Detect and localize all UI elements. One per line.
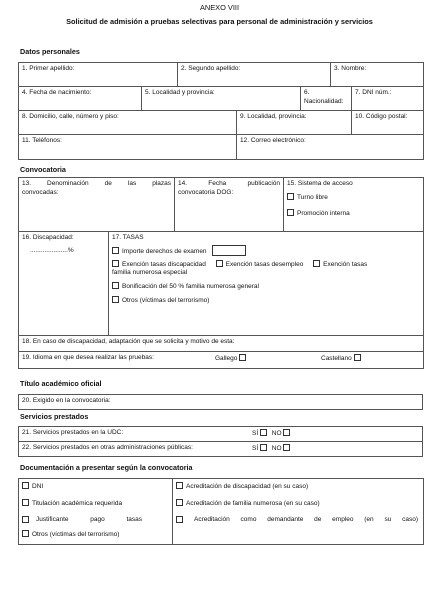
exencion-desempleo-label: Exención tasas desempleo — [225, 260, 304, 268]
idioma-label: 19. Idioma en que desea realizar las pruebas: — [22, 354, 154, 361]
dni-doc-label: DNI — [32, 483, 44, 490]
acred-discapacidad-label: Acreditación de discapacidad (en su caso) — [186, 483, 309, 490]
otras-no-label: NO — [271, 445, 282, 452]
heading-datos-personales: Datos personales — [20, 47, 80, 56]
documentacion-table — [18, 478, 424, 545]
fecha-publicacion-field[interactable] — [175, 178, 284, 232]
codigo-postal-field[interactable]: 10. Código postal: — [352, 111, 424, 135]
otras-no-checkbox[interactable] — [283, 444, 290, 451]
servicios-otras-row — [19, 442, 423, 457]
servicios-otras-label: 22. Servicios prestados en otras administraciones públicas: — [22, 444, 193, 451]
heading-titulo: Título académico oficial — [20, 379, 102, 388]
importe-amount-input[interactable] — [212, 245, 246, 256]
exencion-discapacidad-label: Exención tasas discapacidad — [122, 260, 206, 268]
dni-field[interactable]: 7. DNI núm.: — [352, 87, 424, 111]
otros-doc-label: Otros (víctimas del terrorismo) — [32, 531, 120, 539]
udc-no-checkbox[interactable] — [283, 429, 290, 436]
udc-si-label: SÍ — [252, 430, 259, 437]
titulo-exigido-field[interactable]: 20. Exigido en la convocatoria: — [19, 395, 423, 410]
fecha-publicacion-label: 14. Fecha publicación — [178, 180, 281, 187]
form-title: Solicitud de admisión a pruebas selectivas para personal de administración y servicios — [66, 17, 373, 26]
tasas-cell — [109, 232, 424, 336]
sistema-acceso-label: 15. Sistema de acceso — [287, 180, 353, 187]
titulo-table — [18, 394, 423, 410]
fecha-nacimiento-field[interactable]: 4. Fecha de nacimiento: — [19, 87, 142, 111]
domicilio-field[interactable]: 8. Domicilio, calle, número y piso: — [19, 111, 237, 135]
otros-victimas-checkbox[interactable] — [112, 296, 119, 303]
turno-libre-label: Turno libre — [297, 193, 328, 201]
documentacion-right-cell — [173, 479, 424, 545]
heading-documentacion: Documentación a presentar según la convocatoria — [20, 463, 193, 472]
segundo-apellido-field[interactable]: 2. Segundo apellido: — [178, 63, 331, 87]
dni-checkbox[interactable] — [22, 482, 29, 489]
otros-doc-checkbox[interactable] — [22, 530, 29, 537]
exencion-discapacidad-checkbox[interactable] — [112, 260, 119, 267]
bonificacion-checkbox[interactable] — [112, 282, 119, 289]
titulacion-checkbox[interactable] — [22, 499, 29, 506]
convocatoria-table — [18, 177, 424, 369]
exencion-familia-checkbox[interactable] — [313, 260, 320, 267]
discapacidad-percent: .....................% — [30, 246, 74, 254]
gallego-label: Gallego — [215, 355, 238, 362]
justificante-checkbox[interactable] — [22, 516, 29, 523]
datos-personales-table — [18, 62, 424, 160]
titulacion-label: Titulación académica requerida — [32, 499, 123, 507]
importe-checkbox[interactable] — [112, 247, 119, 254]
acred-discapacidad-checkbox[interactable] — [176, 482, 183, 489]
otras-si-checkbox[interactable] — [260, 444, 267, 451]
castellano-checkbox[interactable] — [354, 354, 361, 361]
annex-label: ANEXO VIII — [199, 3, 240, 12]
gallego-checkbox[interactable] — [239, 354, 246, 361]
nombre-field[interactable]: 3. Nombre: — [331, 63, 424, 87]
familia-numerosa-label: familia numerosa especial — [112, 269, 188, 277]
acred-demandante-checkbox[interactable] — [176, 516, 183, 523]
nacionalidad-field[interactable]: 6. Nacionalidad: — [301, 87, 352, 111]
plazas-label: 13. Denominación de las plazas — [22, 180, 172, 187]
primer-apellido-field[interactable]: 1. Primer apellido: — [19, 63, 178, 87]
promocion-interna-checkbox[interactable] — [287, 209, 294, 216]
idioma-cell — [19, 352, 424, 369]
servicios-udc-label: 21. Servicios prestados en la UDC: — [22, 429, 124, 436]
promocion-interna-label: Promoción interna — [297, 209, 350, 217]
adaptacion-field[interactable]: 18. En caso de discapacidad, adaptación que se solicita y motivo de esta: — [19, 336, 424, 352]
acred-demandante-label: Acreditación como demandante de empleo (en su caso) — [194, 515, 418, 523]
exencion-familia-label: Exención tasas — [323, 260, 368, 268]
telefonos-field[interactable]: 11. Teléfonos: — [19, 135, 237, 160]
localidad-provincia-field[interactable]: 5. Localidad y provincia: — [142, 87, 301, 111]
heading-servicios: Servicios prestados — [20, 412, 89, 421]
sistema-acceso-cell — [284, 178, 424, 232]
acred-familia-checkbox[interactable] — [176, 499, 183, 506]
otros-victimas-label: Otros (víctimas del terrorismo) — [122, 296, 210, 304]
acred-familia-label: Acreditación de familia numerosa (en su caso) — [186, 499, 320, 507]
otras-si-label: SÍ — [252, 445, 259, 452]
justificante-label: Justificante pago tasas — [36, 515, 142, 523]
servicios-table — [18, 426, 423, 457]
heading-convocatoria: Convocatoria — [20, 165, 66, 174]
castellano-label: Castellano — [321, 355, 352, 362]
discapacidad-label: 16. Discapacidad: — [22, 234, 74, 241]
localidad-9-field[interactable]: 9. Localidad, provincia: — [237, 111, 352, 135]
correo-field[interactable]: 12. Correo electrónico: — [237, 135, 424, 160]
plazas-field[interactable] — [19, 178, 175, 232]
documentacion-left-cell — [19, 479, 173, 545]
turno-libre-checkbox[interactable] — [287, 193, 294, 200]
plazas-label-2: convocadas: — [22, 188, 59, 196]
bonificacion-label: Bonificación del 50 % familia numerosa general — [122, 283, 259, 291]
servicios-udc-row — [19, 427, 423, 442]
udc-no-label: NO — [271, 430, 282, 437]
importe-label: Importe derechos de examen — [122, 247, 207, 255]
tasas-label: 17. TASAS — [112, 234, 144, 241]
fecha-publicacion-label-2: convocatoria DOG: — [178, 188, 234, 196]
udc-si-checkbox[interactable] — [260, 429, 267, 436]
exencion-desempleo-checkbox[interactable] — [216, 260, 223, 267]
discapacidad-cell[interactable] — [19, 232, 109, 336]
